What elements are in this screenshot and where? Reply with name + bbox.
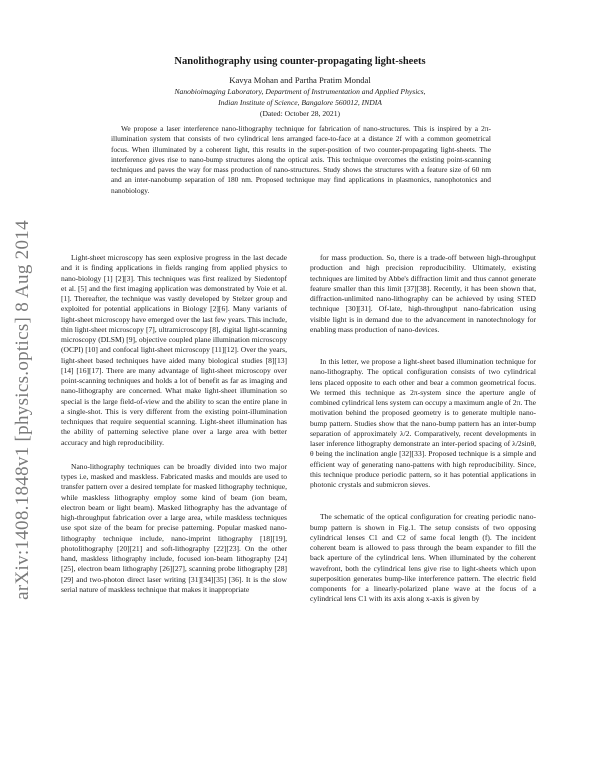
author-list: Kavya Mohan and Partha Pratim Mondal xyxy=(229,75,371,85)
body-paragraph: In this letter, we propose a light-sheet based illumination technique for nano-lithography. The optical configuration consists of two cylindrical lens placed opposite to each other and bear a common geometrical focus. We termed this technique as 2π-system since the aperture angle of combined cylindrical lens system can occupy a maximum angle of 2π. The motivation behind the proposed geometry is to generate multiple nano-bump pattern. Studies show that the nano-bump pattern has an inter-bump separation of approximately λ/2. Comparatively, recent developments in laser inference lithography demonstrate an inter-period spacing of λ/2sinθ, θ being the inclination angle [32][33]. Proposed technique is a simple and efficient way of generating nano-pattens with high reproducibility. Since, this technique produce periodic pattern, so it has potential applications in photonic crystals and submicron sieves. xyxy=(310,357,536,489)
affiliation xyxy=(110,87,490,108)
arxiv-id: arXiv:1408.1848v1 [physics.optics] 8 Aug 2014 xyxy=(12,220,34,600)
abstract: We propose a laser interference nano-lithography technique for fabrication of nano-structures. This is inspired by a 2π-illumination system that consists of two cylindrical lens arranged face-to-face at a distance 2f with a common geometrical focus. When illuminated by a coherent light, this results in the super-position of two counter-propagating light-sheets. The interference gives rise to nano-bump structures along the optical axis. This technique overcomes the existing point-scanning techniques and paves the way for mass production of nano-structures. Study shows the structures with a feature size of 60 nm and an inter-nanobump separation of 180 nm. Proposed technique may find applications in plasmonics, nanophotonics and nanobiology. xyxy=(111,124,491,195)
right-column xyxy=(310,253,536,605)
body-paragraph: for mass production. So, there is a trade-off between high-throughput production and high precision reproducibility. Ultimately, existing techniques are limited by Abbe's diffraction limit and thus cannot generate feature smaller than this limit [37][38]. Recently, it has been shown that, diffraction-unlimited nano-lithography can be achieved by using STED technique [30][31]. Of-late, high-throughput nano-fabrication using visible light is in demand due to the advancement in nanotechnology for enabling mass production of nano-devices. xyxy=(310,253,536,334)
left-column xyxy=(61,253,287,595)
body-paragraph: Light-sheet microscopy has seen explosive progress in the last decade and it is finding applications in fields ranging from applied physics to nano-biology [1] [2][3]. This techniques was first realized by Siedentopf et al. [5] and the first imaging application was demonstrated by Voie et al. [1]. Thereafter, the technique was vastly developed by Stelzer group and exploited for potential applications in Biology [2][6]. Many variants of light-sheet microscopy have emerged over the last few years. This include, thin light-sheet microscopy [7], ultramicroscopy [8], digital light-scanning microscopy (DLSM) [9], objective coupled plane illumination microscopy (OCPI) [10] and confocal light-sheet microscopy [11][12]. Over the years, light-sheet based techniques have aided many biological studies [8][13][14] [16][17]. There are many advantage of light-sheet microscopy over point-scanning techniques and holds a lot of benefit as far as imaging and nano-lithography are concerned. What make light-sheet illumination so special is the large field-of-view and the ability to scan the entire plane in a single-shot. This is very different from the existing point-illumination techniques that require sequential scanning. Light-sheet illumination has the ability of patterning selective plane over a large area with better accuracy and high reproducibility. xyxy=(61,253,287,447)
affiliation-line-2: Indian Institute of Science, Bangalore 560012, INDIA xyxy=(218,97,382,107)
date-line: (Dated: October 28, 2021) xyxy=(259,109,341,118)
affiliation-line-1: Nanobioimaging Laboratory, Department of Instrumentation and Applied Physics, xyxy=(174,87,426,96)
body-paragraph: Nano-lithography techniques can be broadly divided into two major types i.e, masked and maskless. Fabricated masks and moulds are used to transfer pattern over a desired template for masked lithography technique, while maskless lithography employ some kind of beam (ion beam, electron beam or light beam). Masked lithography has the advantage of high-throughput fabrication over a large area, while maskless techniques use spot size of the beam for precise patterning. Popular masked nano-lithography technique include, nano-imprint lithography [18][19], photolithography [20][21] and soft-lithography [22][23]. On the other hand, maskless lithography include, focused ion-beam lithography [24][25], electron beam lithography [26][27], scanning probe lithography [28][29] and two-photon direct laser writing [31][34][35] [36]. It is the slow serial nature of maskless technique that makes it inappropriate xyxy=(61,461,287,594)
paper-title: Nanolithography using counter-propagating light-sheets xyxy=(174,56,426,67)
body-paragraph: The schematic of the optical configuration for creating periodic nano-bump pattern is shown in Fig.1. The setup consists of two opposing cylindrical lenses C1 and C2 of same focal length (f). The incident coherent beam is allowed to pass through the beam expander to fill the back aperture of the cylindrical lens. When illuminated by the coherent wavefront, both the cylindrical lens give rise to light-sheets which upon superposition generates bump-like interference pattern. The electric field components for a linearly-polarized plane wave at the focus of a cylindrical lens C1 with its axis along x-axis is given by xyxy=(310,512,536,604)
arxiv-identifier-stamp xyxy=(8,200,38,620)
